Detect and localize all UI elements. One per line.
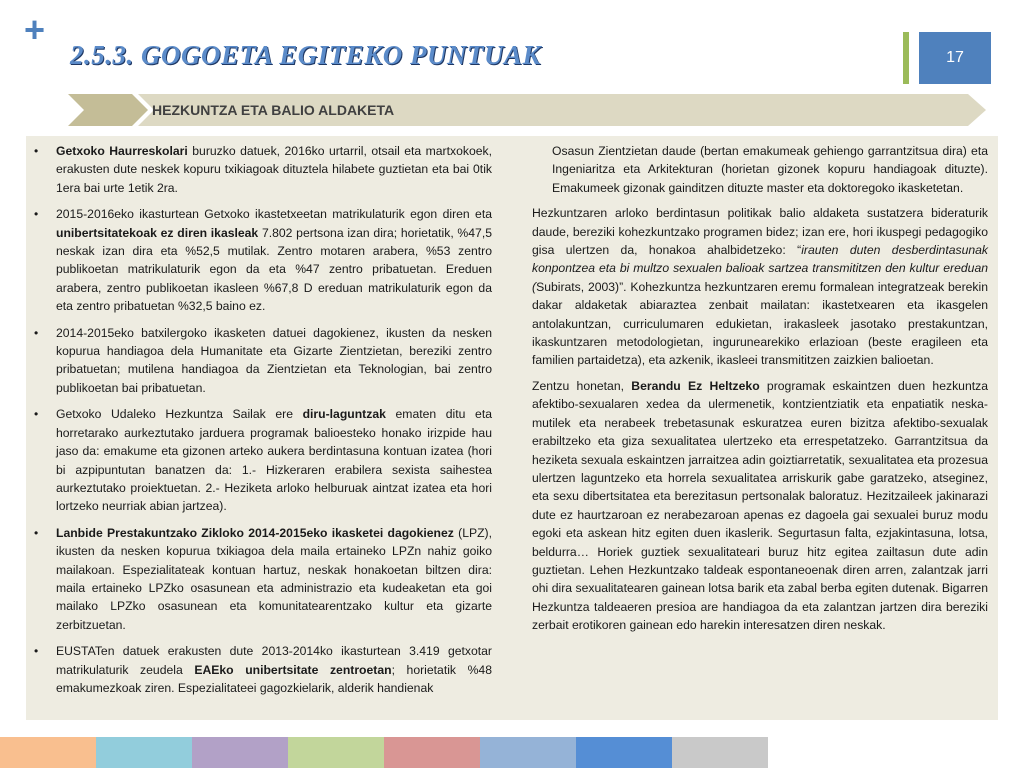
footer-color-segment: [384, 737, 480, 768]
list-item: • Getxoko Haurreskolari buruzko datuek, 2016ko urtarril, otsail eta martxokoek, erakusten dute neskek kopuru txikiagoak dituztela hilabete guztietan eta bai 0tik 1era bai urte 1etik 2ra.: [34, 144, 493, 195]
list-item: • Lanbide Prestakuntzako Zikloko 2014-2015eko ikasketei dagokienez (LPZ), ikusten da nesken kopurua txikiagoa dela maila ertaineko LPZn nahiz goiko mailakoan. Espezialitateak kontuan hartuz, neskak honakoetan biltzen dira: maila ertaineko LPZko osasunean eta administrazio eta kudeaketan eta goi mailako LPZko osasunean eta komunitatearentzako kultur eta gizarte zerbitzuetan.: [34, 525, 492, 632]
list-item: • Getxoko Udaleko Hezkuntza Sailak ere diru-laguntzak ematen ditu eta horretarako aurkeztutako jarduera programak balioesteko honako irizpide hau jaso da: emakume eta gizonen arteko aukera berdintasuna kontuan izatea (hori bi azpipuntutan banatzen da: 1.- Hizkeraren erabilera sexista saihestea aurkeztutako proiektuetan. 2.- Heziketa arloko helburuak aintzat izatea eta hori lortzeko neurriak abian jartzea).: [34, 407, 492, 514]
list-item: • EUSTATen datuek erakusten dute 2013-2014ko ikasturtean 3.419 getxotar matrikulaturik zeudela EAEko unibertsitate zentroetan; horietatik %48 emakumezkoak ziren. Espezialitateei gagozkielarik, alderik handienak: [34, 644, 492, 695]
footer-color-segment: [672, 737, 768, 768]
section-label: HEZKUNTZA ETA BALIO ALDAKETA: [152, 102, 395, 118]
list-item: • 2014-2015eko batxilergoko ikasketen datuei dagokienez, ikusten da nesken kopurua handiagoa dela Humanitate eta Gizarte Zientzietan, bereziki zentro pribatuetan; mutilena handiagoa da Zientzietan eta Teknologian, bai zentro publikoetan bai pribatuetan.: [34, 325, 492, 395]
accent-divider: [903, 32, 909, 84]
footer-color-segment: [96, 737, 192, 768]
page-title: 2.5.3. GOGOETA EGITEKO PUNTUAK: [70, 40, 542, 70]
footer-color-segment: [288, 737, 384, 768]
plus-icon: +: [24, 9, 46, 50]
footer-color-segment: [480, 737, 576, 768]
left-column: [34, 142, 492, 705]
right-column: [532, 142, 988, 642]
footer-color-segment: [576, 737, 672, 768]
footer-color-segment: [0, 737, 96, 768]
paragraph: Hezkuntzaren arloko berdintasun politikak balio aldaketa sustatzera bideraturik daude, bereziki kohezkuntzako programen bidez; izan ere, hori ikuspegi pedagogiko gisa ulertzen da, honakoa ahalbidetzeko: “irauten duten desberdintasunak konpontzea eta bi multzo sexualen balioak sartzea transmititzen den kultur ereduan (Subirats, 2003)”. Kohezkuntza hezkuntzaren eremu formalean integratzeak berekin dakar aldaketak abiaraztea zenbait mailatan: ikastetxearen eta ikasgelen antolakuntzan, curriculumaren edukietan, irakasleek jasotako prestakuntzan, ikaskuntzaren metodologietan, ingurunearekiko erlazioan (beste eragileen eta familien partaidetza), eta azkenik, ikasleei transmititzen zaizkien balioetan.: [532, 206, 989, 368]
paragraph: Zentzu honetan, Berandu Ez Heltzeko programak eskaintzen duen hezkuntza afektibo-sexualaren xedea da ulermenetik, kontzientziatik eta enpatiatik neska-mutilek eta nerabeek trebetasunak eskuratzea euren bizitza afektibo-sexualak erabiltzeko eta giza sexualitatea ulertzeko eta errespetatzeko. Garrantzitsua da heziketa sexuala eskaintzen jarraitzea adin goiztiarretatik, sexualitatea eta prozesua ulertzen laguntzeko eta horrela sexualitatea arriskurik gabe garatzeko, atseginez, eta sexu dibertsitatea eta berezitasun pertsonalak baloratuz. Hezitzaileek jakinarazi dute ez haurtzaroan ez nerabezaroan apenas ez dagoela gai sexualei buruz modu egoki eta askean hitz egiten duen ikaslerik. Segurtasun falta, ezjakintasuna, lotsa, beldurra… Horiek guztiek sexualitateari buruz hitz egitea zailtasun dute adin guztietan. Lehen Hezkuntzako taldeak espontaneoenak diren arren, zalantzak jarri ohi dira sexualitatearen gainean lotsa barik eta zabal berba egiten dutenak. Bigarren Hezkuntza taldeaeren presioa are handiagoa da eta zalantzan jartzen dira bereziki zerbait erotikoren gainean edo harekin interesatzen diren neskak.: [532, 378, 988, 633]
continuation-text: Osasun Zientzietan daude (bertan emakumeak gehiengo garrantzitsua dira) eta Ingeniaritza eta Arkitekturan (horietan gizonek kopuru handiagoak dituzte). Emakumeek gizonak gainditzen dituzte master eta doktoregoko ikasketetan.: [552, 144, 988, 195]
page-number: 17: [919, 32, 991, 84]
list-item: • 2015-2016eko ikasturtean Getxoko ikastetxeetan matrikulaturik egon diren eta unibertsitatekoak ez diren ikasleak 7.802 pertsona izan dira; horietatik, %47,5 neskak izan dira eta %52,5 mutilak. Zentro motaren arabera, %53 zentro publikoetan matrikulaturik egon da eta %47 zentro pribatuetan. Ereduen arabera, zentro publikoetan ikasleen %67,8 D ereduan matrikulaturik egon da eta zentro pribatuetan %32,5 baino ez.: [34, 207, 492, 314]
footer-color-segment: [192, 737, 288, 768]
